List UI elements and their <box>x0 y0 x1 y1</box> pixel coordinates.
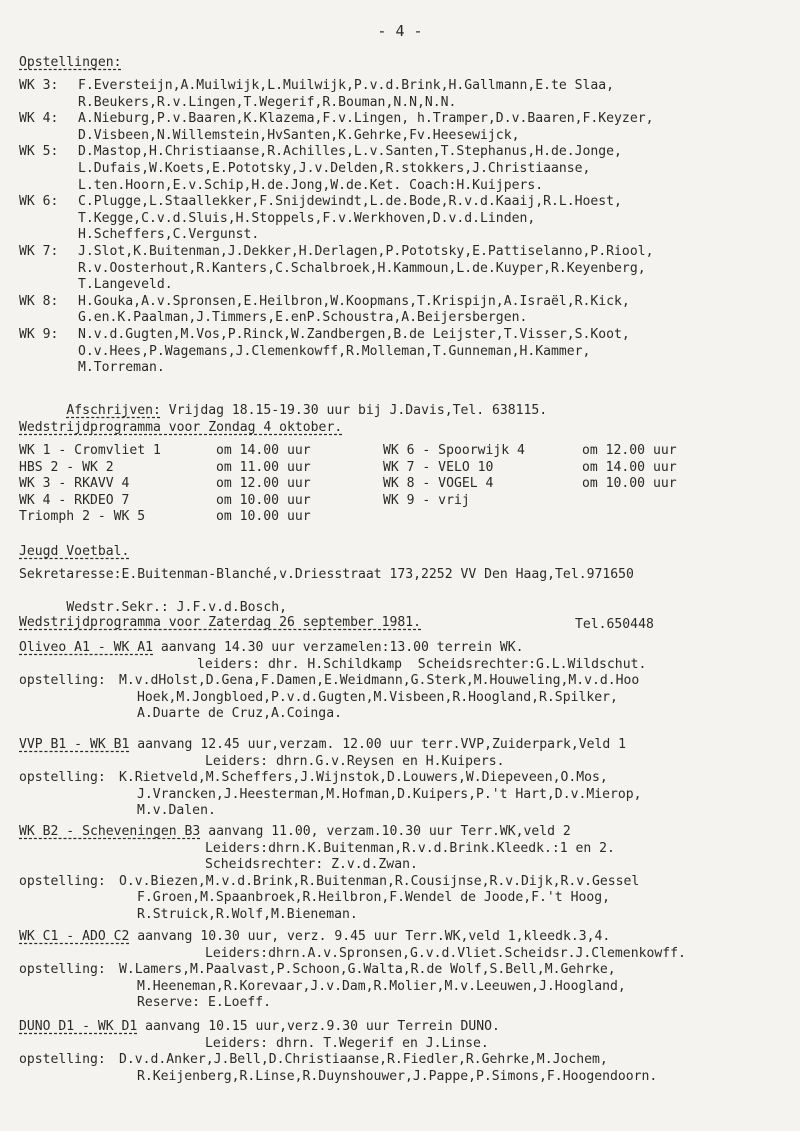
team-players: A.Nieburg,P.v.Baaren,K.Klazema,F.v.Lingen, h.Tramper,D.v.Baaren,F.Keyzer, <box>78 111 654 127</box>
schedule-time: om 10.00 uur <box>216 492 311 508</box>
team-players: R.Beukers,R.v.Lingen,T.Wegerif,R.Bouman,N.N,N.N. <box>78 94 457 110</box>
schedule-match: WK 8 - VOGEL 4 <box>383 476 494 491</box>
team-label: WK 6: <box>19 194 59 210</box>
lineup-players: O.v.Biezen,M.v.d.Brink,R.Buitenman,R.Cousijnse,R.v.Dijk,R.v.Gessel <box>119 873 640 889</box>
team-row <box>19 227 794 244</box>
match-info: leiders: dhr. H.Schildkamp Scheidsrechter:G.L.Wildschut. <box>197 656 647 672</box>
schedule-match: WK 1 - Cromvliet 1 <box>19 443 161 458</box>
match-info-row <box>19 754 794 771</box>
team-row <box>19 128 794 145</box>
team-row <box>19 194 794 211</box>
match-title: DUNO D1 - WK D1 <box>19 1019 138 1034</box>
lineup-players: Hoek,M.Jongbloed,P.v.d.Gugten,M.Visbeen,R.Hoogland,R.Spilker, <box>137 689 618 705</box>
team-row <box>19 178 794 195</box>
opstelling-label: opstelling: <box>19 1052 106 1068</box>
schedule-time: om 10.00 uur <box>216 509 311 524</box>
match-info: Leiders:dhrn.A.v.Spronsen,G.v.d.Vliet.Scheidsr.J.Clemenkowff. <box>205 945 686 961</box>
match-info-row <box>19 946 794 963</box>
team-players: D.Visbeen,N.Willemstein,HvSanten,K.Gehrke,Fv.Heesewijck, <box>78 127 520 143</box>
team-row <box>19 111 794 128</box>
lineup-players: M.v.dHolst,D.Gena,F.Damen,E.Weidmann,G.Sterk,M.Houweling,M.v.d.Hoo <box>119 673 640 689</box>
opstelling-label: opstelling: <box>19 873 106 889</box>
match-info: Leiders: dhrn. T.Wegerif en J.Linse. <box>205 1035 489 1051</box>
match-info-row <box>19 640 794 657</box>
lineup-players: F.Groen,M.Spaanbroek,R.Heilbron,F.Wendel de Joode,F.'t Hoog, <box>137 890 610 906</box>
match-info: aanvang 14.30 uur verzamelen:13.00 terrein WK. <box>153 640 524 655</box>
team-label: WK 8: <box>19 293 59 309</box>
team-players: R.v.Oosterhout,R.Kanters,C.Schalbroek,H.Kammoun,L.de.Kuyper,R.Keyenberg, <box>78 260 646 276</box>
lineup-players: M.Heeneman,R.Korevaar,J.v.Dam,R.Molier,M.v.Leeuwen,J.Hoogland, <box>137 978 626 994</box>
schedule-time: om 10.00 uur <box>582 476 677 491</box>
lineup-players: R.Keijenberg,R.Linse,R.Duynshouwer,J.Pappe,P.Simons,F.Hoogendoorn. <box>137 1068 658 1084</box>
schedule-match: HBS 2 - WK 2 <box>19 459 114 475</box>
match-block <box>19 737 794 820</box>
afschrijven-line <box>19 386 794 418</box>
schedule-match: WK 7 - VELO 10 <box>383 459 494 475</box>
match-info-row <box>19 1036 794 1053</box>
match-info-row <box>19 657 794 674</box>
lineup-row <box>19 890 794 907</box>
schedule-match: WK 9 - vrij <box>383 492 470 508</box>
team-row <box>19 161 794 178</box>
team-row <box>19 78 794 95</box>
page-number: - 4 - <box>377 22 423 40</box>
afschrijven-text: Vrijdag 18.15-19.30 uur bij J.Davis,Tel. 638115. <box>160 402 548 418</box>
zondag-heading: Wedstrijdprogramma voor Zondag 4 oktober. <box>19 420 343 435</box>
lineup-row <box>19 787 794 804</box>
team-label: WK 4: <box>19 111 59 127</box>
lineup-row <box>19 907 794 924</box>
lineup-players: K.Rietveld,M.Scheffers,J.Wijnstok,D.Louwers,W.Diepeveen,O.Mos, <box>119 770 608 786</box>
lineup-row <box>19 803 794 820</box>
match-block <box>19 824 794 924</box>
match-info: aanvang 12.45 uur,verzam. 12.00 uur terr.VVP,Zuiderpark,Veld 1 <box>129 737 627 752</box>
lineup-row <box>19 1069 794 1086</box>
jeugd-heading: Jeugd Voetbal. <box>19 544 130 559</box>
match-info: Leiders:dhrn.K.Buitenman,R.v.d.Brink.Kleedk.:1 en 2. <box>205 840 615 856</box>
lineup-players: A.Duarte de Cruz,A.Coinga. <box>137 706 342 722</box>
team-row <box>19 310 794 327</box>
team-players: C.Plugge,L.Staallekker,F.Snijdewindt,L.de.Bode,R.v.d.Kaaij,R.L.Hoest, <box>78 194 622 210</box>
team-row <box>19 144 794 161</box>
team-players: L.ten.Hoorn,E.v.Schip,H.de.Jong,W.de.Ket. Coach:H.Kuijpers. <box>78 177 544 193</box>
team-players: H.Gouka,A.v.Spronsen,E.Heilbron,W.Koopmans,T.Krispijn,A.Israël,R.Kick, <box>78 293 630 309</box>
match-info-row <box>19 1019 794 1036</box>
team-players: G.en.K.Paalman,J.Timmers,E.enP.Schoustra,A.Beijersbergen. <box>78 310 528 326</box>
lineup-players: J.Vrancken,J.Heesterman,M.Hofman,D.Kuipers,P.'t Hart,D.v.Mierop, <box>137 786 642 802</box>
opstellingen-list <box>19 78 794 377</box>
lineup-players: W.Lamers,M.Paalvast,P.Schoon,G.Walta,R.de Wolf,S.Bell,M.Gehrke, <box>119 962 616 978</box>
team-row <box>19 294 794 311</box>
opstelling-label: opstelling: <box>19 673 106 689</box>
team-row <box>19 344 794 361</box>
schedule-time: om 12.00 uur <box>582 443 677 458</box>
team-row <box>19 360 794 377</box>
sekretaresse-line: Sekretaresse:E.Buitenman-Blanché,v.Driesstraat 173,2252 VV Den Haag,Tel.971650 <box>19 567 634 582</box>
match-title: WK C1 - ADO C2 <box>19 929 130 944</box>
afschrijven-label: Afschrijven: <box>66 402 161 418</box>
opstelling-label: opstelling: <box>19 770 106 786</box>
team-players: H.Scheffers,C.Vergunst. <box>78 227 260 243</box>
match-info-row <box>19 737 794 754</box>
team-label: WK 5: <box>19 144 59 160</box>
lineup-players: M.v.Dalen. <box>137 803 216 819</box>
schedule-match: WK 4 - RKDEO 7 <box>19 492 130 508</box>
schedule-time: om 14.00 uur <box>582 459 677 475</box>
match-block <box>19 929 794 1012</box>
wedstr-sekr-name: Wedstr.Sekr.: J.F.v.d.Bosch, <box>66 600 288 616</box>
team-row <box>19 277 794 294</box>
match-block <box>19 640 794 723</box>
wedstr-sekr-tel: Tel.650448 <box>575 616 654 632</box>
team-players: O.v.Hees,P.Wagemans,J.Clemenkowff,R.Molleman,T.Gunneman,H.Kammer, <box>78 343 591 359</box>
lineup-row <box>19 1052 794 1069</box>
schedule-time: om 12.00 uur <box>216 476 311 491</box>
match-info-row <box>19 929 794 946</box>
team-row <box>19 327 794 344</box>
team-label: WK 7: <box>19 243 59 259</box>
team-players: N.v.d.Gugten,M.Vos,P.Rinck,W.Zandbergen,B.de Leijster,T.Visser,S.Koot, <box>78 326 630 342</box>
lineup-row <box>19 673 794 690</box>
lineup-row <box>19 962 794 979</box>
team-players: T.Langeveld. <box>78 277 173 293</box>
team-label: WK 3: <box>19 78 59 93</box>
team-players: M.Torreman. <box>78 360 165 376</box>
schedule-match: WK 3 - RKAVV 4 <box>19 476 130 491</box>
schedule-time: om 11.00 uur <box>216 459 311 475</box>
lineup-players: R.Struick,R.Wolf,M.Bieneman. <box>137 906 358 922</box>
match-title: Oliveo A1 - WK A1 <box>19 640 154 655</box>
lineup-row <box>19 770 794 787</box>
schedule-match: Triomph 2 - WK 5 <box>19 509 146 524</box>
team-row <box>19 211 794 228</box>
match-info-row <box>19 824 794 841</box>
lineup-players: D.v.d.Anker,J.Bell,D.Christiaanse,R.Fiedler,R.Gehrke,M.Jochem, <box>119 1052 608 1068</box>
opstelling-label: opstelling: <box>19 962 106 978</box>
match-info: Leiders: dhrn.G.v.Reysen en H.Kuipers. <box>205 753 505 769</box>
match-info-row <box>19 841 794 858</box>
team-row <box>19 95 794 112</box>
lineup-row <box>19 690 794 707</box>
opstellingen-heading: Opstellingen: <box>19 55 122 70</box>
match-title: VVP B1 - WK B1 <box>19 737 130 752</box>
match-title: WK B2 - Scheveningen B3 <box>19 824 201 839</box>
match-info-row <box>19 857 794 874</box>
zaterdag-heading: Wedstrijdprogramma voor Zaterdag 26 september 1981. <box>19 615 422 630</box>
team-players: J.Slot,K.Buitenman,J.Dekker,H.Derlagen,P.Pototsky,E.Pattiselanno,P.Riool, <box>78 243 654 259</box>
match-block <box>19 1019 794 1085</box>
lineup-row <box>19 706 794 723</box>
schedule-time: om 14.00 uur <box>216 443 311 458</box>
lineup-row <box>19 979 794 996</box>
schedule-match: WK 6 - Spoorwijk 4 <box>383 443 525 458</box>
lineup-row <box>19 995 794 1012</box>
match-info: aanvang 10.15 uur,verz.9.30 uur Terrein DUNO. <box>137 1019 500 1034</box>
team-players: L.Dufais,W.Koets,E.Pototsky,J.v.Delden,R.stokkers,J.Christiaanse, <box>78 160 591 176</box>
match-info: aanvang 10.30 uur, verz. 9.45 uur Terr.WK,veld 1,kleedk.3,4. <box>129 929 611 944</box>
team-label: WK 9: <box>19 326 59 342</box>
match-info: Scheidsrechter: Z.v.d.Zwan. <box>205 857 418 873</box>
lineup-players: Reserve: E.Loeff. <box>137 995 272 1011</box>
team-players: D.Mastop,H.Christiaanse,R.Achilles,L.v.Santen,T.Stephanus,H.de.Jonge, <box>78 144 622 160</box>
team-players: F.Eversteijn,A.Muilwijk,L.Muilwijk,P.v.d.Brink,H.Gallmann,E.te Slaa, <box>78 78 615 93</box>
lineup-row <box>19 874 794 891</box>
team-players: T.Kegge,C.v.d.Sluis,H.Stoppels,F.v.Werkhoven,D.v.d.Linden, <box>78 210 536 226</box>
team-row <box>19 244 794 261</box>
team-row <box>19 261 794 278</box>
match-info: aanvang 11.00, verzam.10.30 uur Terr.WK,veld 2 <box>200 824 571 839</box>
